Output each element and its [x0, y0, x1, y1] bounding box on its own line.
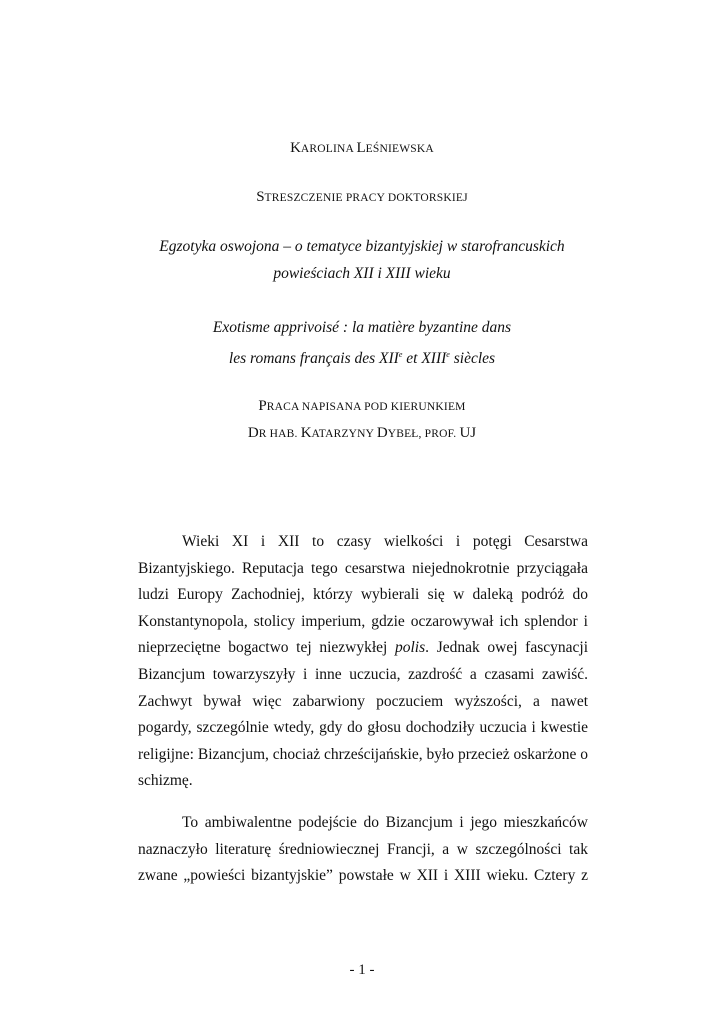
author-name: KAROLINA LEŚNIEWSKA [290, 140, 434, 156]
paragraph-1 [138, 529, 588, 795]
paragraph-line: schizmę. [138, 772, 193, 790]
paragraph-line: Bizantyjskiego. Reputacja tego cesarstwa niejednokrotnie przyciągała [138, 559, 588, 577]
paragraph-line: nieprzeciętne bogactwo tej niezwykłej polis. Jednak owej fascynacji [138, 639, 588, 657]
title-polish-line1: Egzotyka oswojona – o tematyce bizantyjskiej w starofrancuskich [159, 238, 565, 255]
paragraph-line: ludzi Europy Zachodniej, którzy wybierali się w daleką podróż do [138, 586, 588, 604]
paragraph-line: To ambiwalentne podejście do Bizancjum i jego mieszkańców [182, 814, 588, 831]
title-polish-line2: powieściach XII i XIII wieku [273, 265, 451, 282]
paragraph-2 [138, 810, 588, 890]
paragraph-line: naznaczyło literaturę średniowiecznej Francji, a w szczególności tak [138, 840, 588, 858]
page-number: - 1 - [349, 962, 375, 978]
italic-term: polis [395, 639, 426, 657]
paragraph-line: Bizancjum towarzyszyły i inne uczucia, zazdrość a czasami zawiść. [138, 665, 588, 683]
supervisor-line2: DR HAB. KATARZYNY DYBEŁ, PROF. UJ [247, 425, 477, 441]
document-label: STRESZCZENIE PRACY DOKTORSKIEJ [256, 189, 468, 205]
paragraph-line: Wieki XI i XII to czasy wielkości i potęgi Cesarstwa [182, 533, 588, 550]
paragraph-line: Zachwyt bywał więc zabarwiony poczuciem wyższości, a nawet [138, 692, 588, 710]
paragraph-line: pogardy, szczególnie wtedy, gdy do głosu dochodziły uczucia i kwestie [138, 719, 588, 737]
paragraph-line: Konstantynopola, stolicy imperium, gdzie oczarowywał ich splendor i [138, 612, 588, 630]
title-french-line1: Exotisme apprivoisé : la matière byzantine dans [212, 319, 512, 336]
supervisor-line1: PRACA NAPISANA POD KIERUNKIEM [258, 398, 466, 414]
paragraph-line: religijne: Bizancjum, chociaż chrześcijańskie, było przecież oskarżone o [138, 745, 588, 763]
title-french-line2: les romans français des XIIe et XIIIe siècles [228, 350, 496, 367]
paragraph-line: zwane „powieści bizantyjskie” powstałe w XII i XIII wieku. Cztery z [138, 867, 588, 885]
